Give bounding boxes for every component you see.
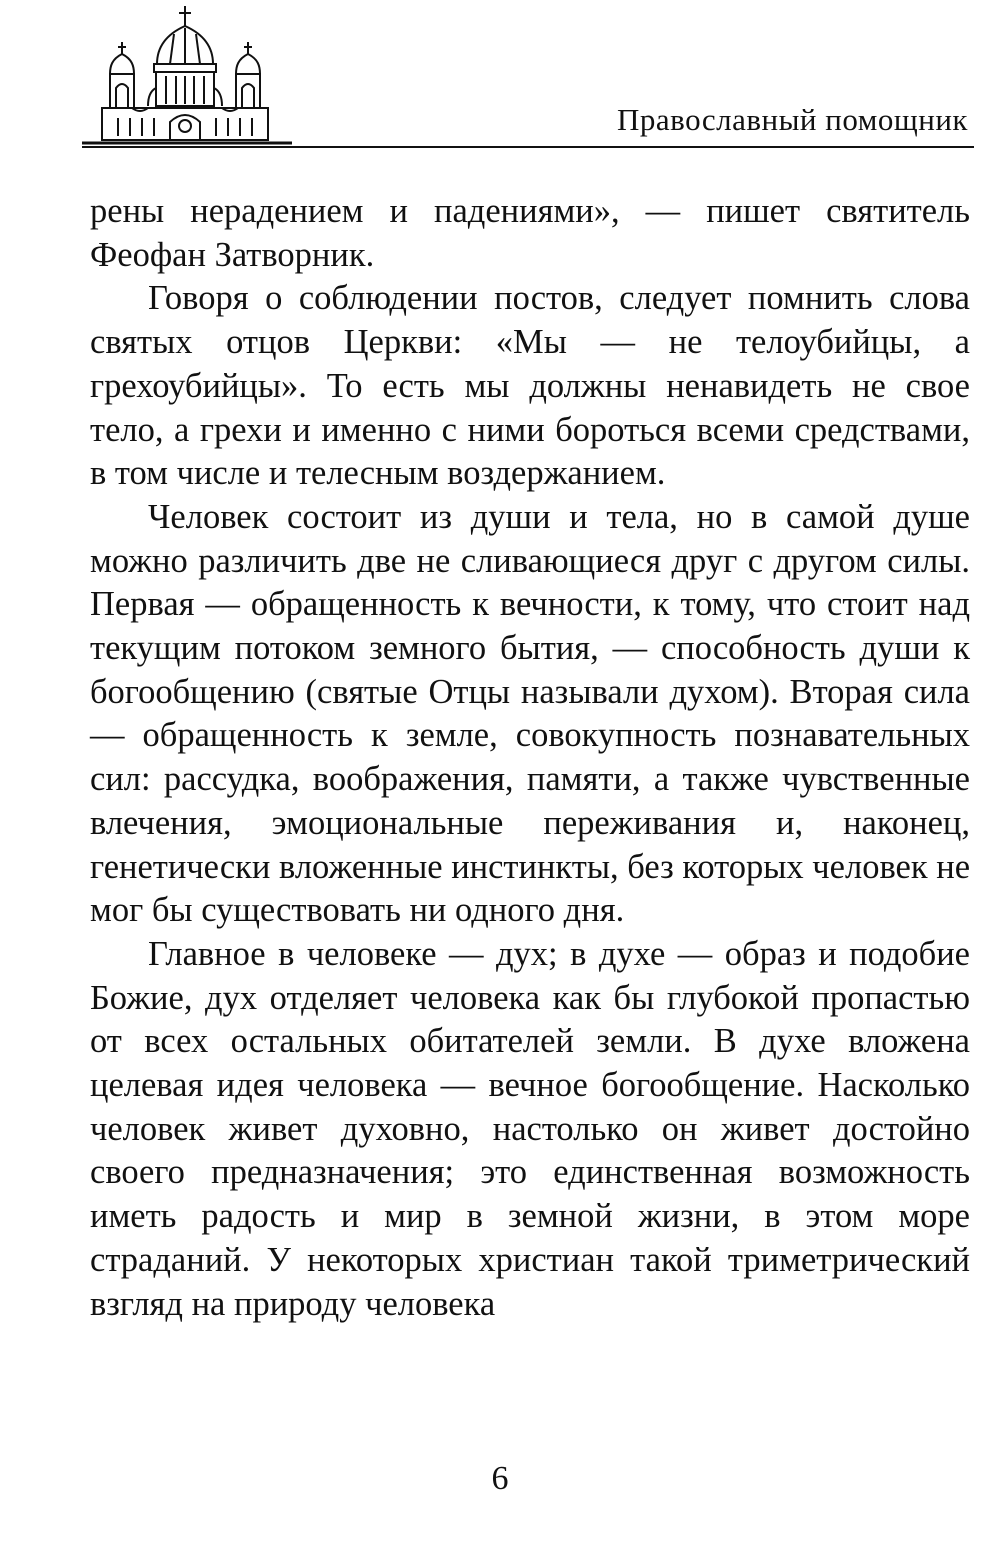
- body-text: [90, 190, 970, 1326]
- paragraph-4: Главное в человеке — дух; в духе — образ и подобие Божие, дух отделяет человека как бы глубокой пропастью от всех остальных обитателей земли. В духе вложена целевая идея человека — вечное богообщение. Насколько человек живет духовно, настолько он живет достойно своего предназначения; это единственная возможность иметь радость и мир в земной жизни, в этом море страданий. У некоторых христиан такой триметрический взгляд на природу человека: [90, 934, 970, 1323]
- cathedral-icon: [82, 4, 292, 152]
- paragraph-3: Человек состоит из души и тела, но в самой душе можно различить две не сливающиеся друг с другом силы. Первая — обращенность к вечности, к тому, что стоит над текущим потоком земного бытия, — способность души к богообщению (святые Отцы называли духом). Вторая сила — обращенность к земле, совокупность познавательных сил: рассудка, воображения, памяти, а также чувственные влечения, эмоциональные переживания и, наконец, генетически вложенные инстинкты, без которых человек не мог бы существовать ни одного дня.: [90, 497, 971, 930]
- header-rule: [82, 146, 974, 148]
- page-header: [0, 0, 1000, 160]
- page-number: 6: [491, 1460, 509, 1497]
- paragraph-2: Говоря о соблюдении постов, следует помнить слова святых отцов Церкви: «Мы — не телоубийцы, а грехоубийцы». То есть мы должны ненавидеть не свое тело, а грехи и именно с ними бороться всеми средствами, в том числе и телесным воздержанием.: [90, 279, 970, 493]
- paragraph-1: рены нерадением и падениями», — пишет святитель Феофан Затворник.: [90, 192, 970, 274]
- running-header-title: Православный помощник: [617, 102, 968, 137]
